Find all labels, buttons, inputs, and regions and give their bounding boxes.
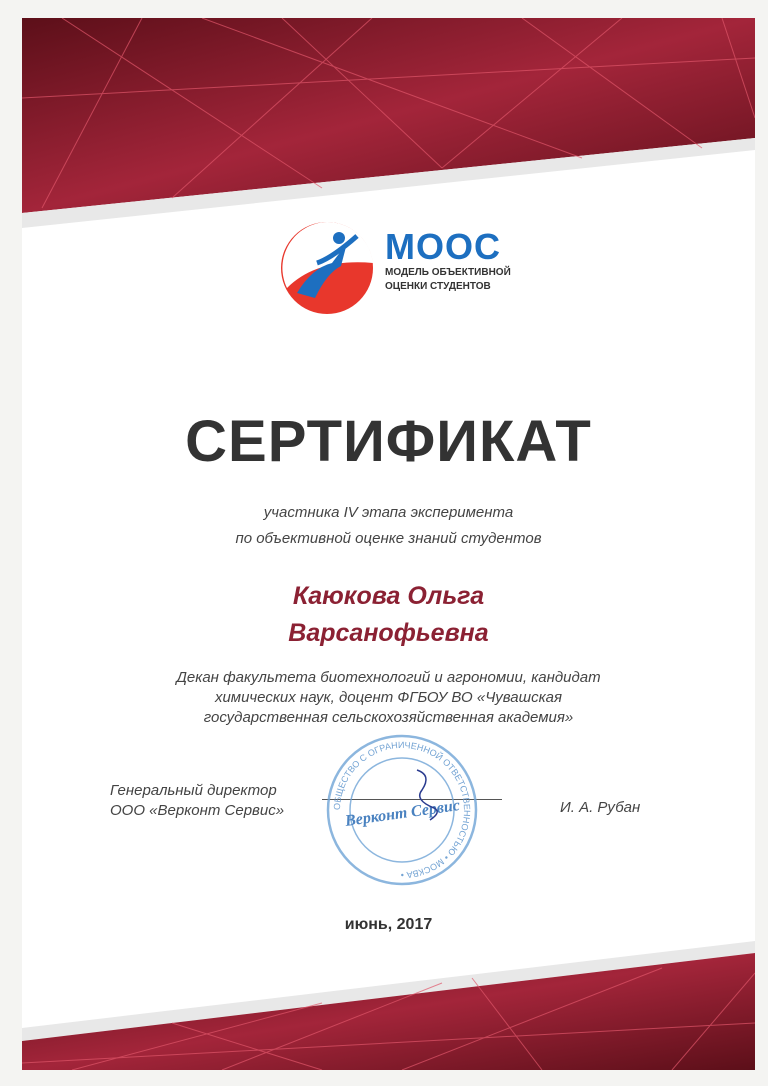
bottom-decorative-band: [22, 913, 755, 1070]
recipient-name-line1: Каюкова Ольга: [292, 582, 485, 610]
position-line3: государственная сельскохозяйственная академия»: [203, 709, 574, 726]
signer-name: И. А. Рубан: [560, 799, 641, 816]
signer-role: [110, 781, 284, 821]
recipient-position: [102, 668, 675, 728]
company-stamp: [322, 730, 482, 890]
signer-role-line2: ООО «Верконт Сервис»: [110, 802, 285, 819]
subtitle-line2: по объективной оценке знаний студентов: [235, 530, 542, 547]
moos-logo: [277, 213, 517, 328]
certificate-sheet: [22, 18, 755, 1070]
stamp-center-text: Верконт Сервис: [344, 797, 461, 830]
position-line2: химических наук, доцент ФГБОУ ВО «Чувашская: [214, 689, 563, 706]
top-decorative-band: [22, 18, 755, 238]
subtitle-line1: участника IV этапа эксперимента: [263, 504, 514, 521]
recipient-name-line2: Варсанофьевна: [288, 619, 489, 647]
logo-subtitle-line2: ОЦЕНКИ СТУДЕНТОВ: [385, 281, 491, 292]
certificate-title: СЕРТИФИКАТ: [185, 409, 592, 474]
issue-date: июнь, 2017: [344, 916, 433, 933]
signer-role-line1: Генеральный директор: [110, 782, 277, 799]
moos-emblem-icon: [277, 218, 377, 318]
recipient-name: [22, 578, 755, 652]
logo-title: МООС: [385, 226, 501, 267]
position-line1: Декан факультета биотехнологий и агрономии, кандидат: [176, 669, 601, 686]
logo-subtitle-line1: МОДЕЛЬ ОБЪЕКТИВНОЙ: [385, 267, 511, 278]
stamp-ring-text: ОБЩЕСТВО С ОГРАНИЧЕННОЙ ОТВЕТСТВЕННОСТЬЮ • МОСКВА •: [331, 739, 473, 881]
certificate-subtitle: [22, 500, 755, 552]
